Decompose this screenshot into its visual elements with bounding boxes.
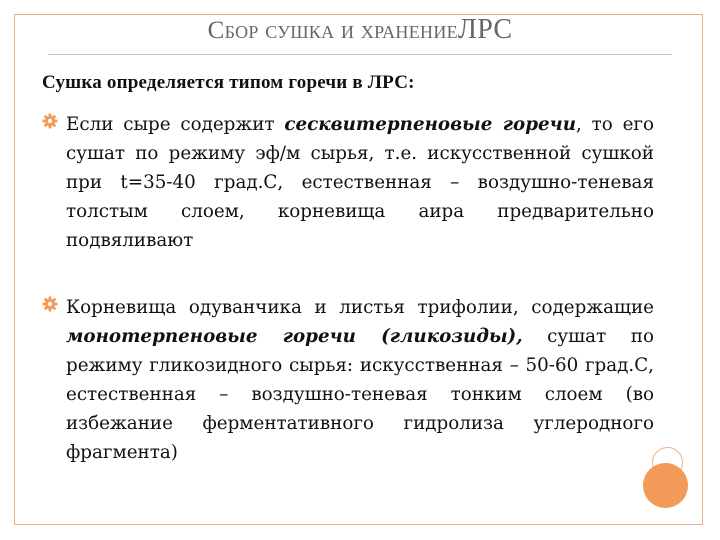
bullet-item — [42, 293, 654, 467]
bullet-item — [42, 110, 654, 255]
gear-icon — [42, 296, 58, 312]
decorative-circle-filled — [643, 463, 688, 508]
title-last: ЛРС — [457, 14, 513, 45]
bullet-emphasis: монотерпеновые горечи (гликозиды), — [66, 326, 523, 347]
title-main: Сбор сушка и хранение — [207, 17, 458, 44]
gear-icon — [42, 113, 58, 129]
bullet-text: Если сыре содержит сесквитерпеновые горечи, то его сушат по режиму эф/м сырья, т.е. искусственной сушкой при t=35-40 град.С, естественная – воздушно-теневая толстым слоем, корневища аира предварительно подвяливают — [66, 114, 655, 251]
bullet-emphasis: сесквитерпеновые горечи — [284, 114, 576, 135]
title-divider — [48, 54, 672, 55]
bullet-text: Корневища одуванчика и листья трифолии, содержащие монотерпеновые горечи (гликозиды), сушат по режиму гликозидного сырья: искусственная – 50-60 град.С, естественная – воздушно-теневая тонким слоем (во избежание ферментативного гидролиза углеродного фрагмента) — [66, 297, 654, 463]
slide-subtitle: Сушка определяется типом горечи в ЛРС: — [42, 72, 415, 93]
slide-title — [0, 14, 720, 46]
